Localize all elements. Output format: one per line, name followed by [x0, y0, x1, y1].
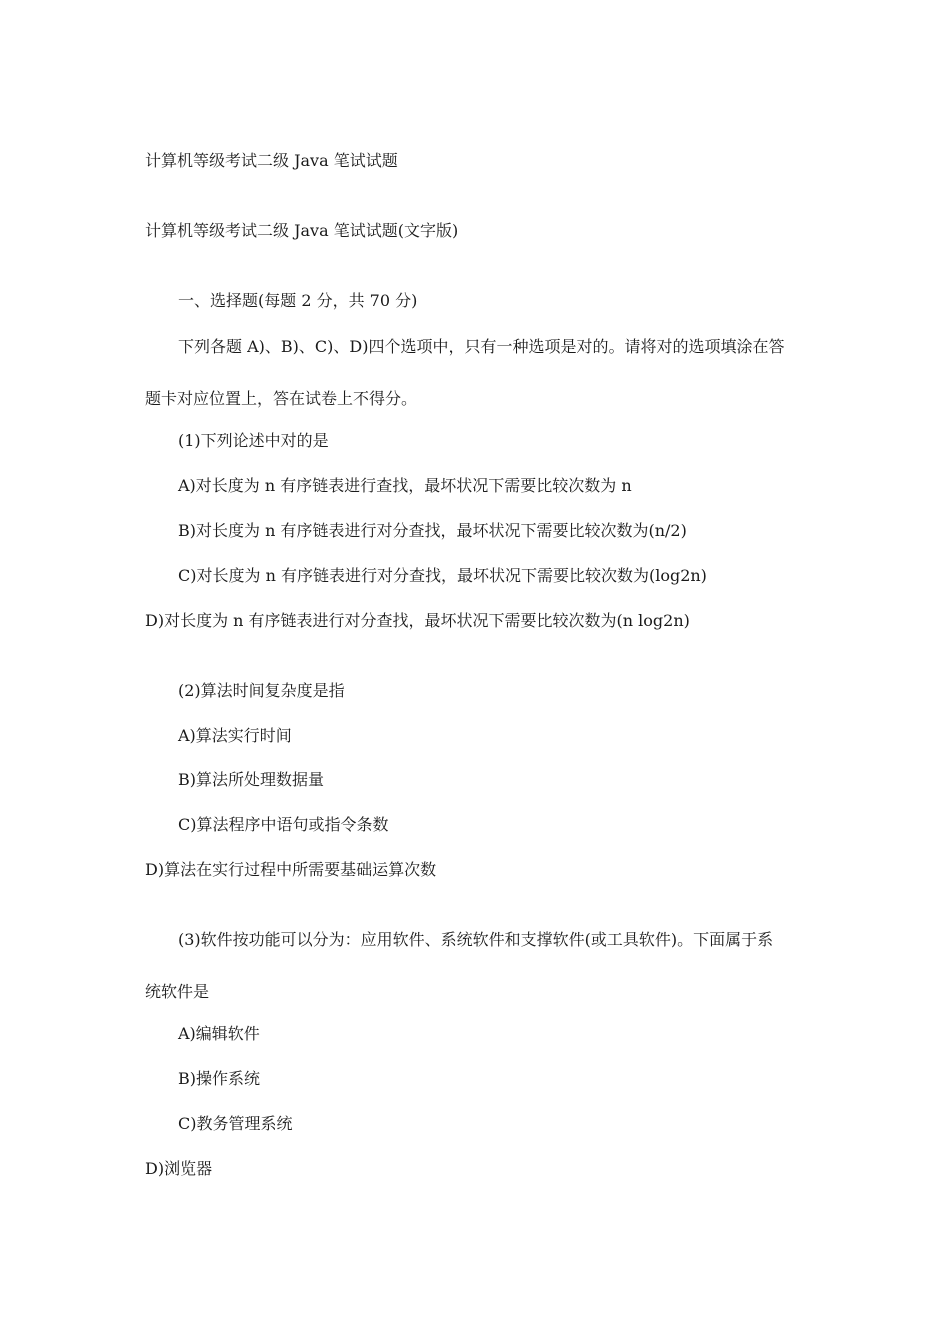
document-subtitle: 计算机等级考试二级 Java 笔试试题(文字版) — [145, 221, 459, 240]
instructions-line-1: 下列各题 A)、B)、C)、D)四个选项中，只有一种选项是对的。请将对的选项填涂在答 — [178, 337, 785, 356]
question-3-option-d: D)浏览器 — [145, 1159, 213, 1178]
question-1-option-a: A)对长度为 n 有序链表进行查找，最坏状况下需要比较次数为 n — [178, 476, 632, 495]
question-3-stem-line-2: 统软件是 — [145, 982, 210, 1001]
question-2-stem: (2)算法时间复杂度是指 — [178, 681, 345, 700]
question-3-option-b: B)操作系统 — [178, 1069, 261, 1088]
question-1-option-c: C)对长度为 n 有序链表进行对分查找，最坏状况下需要比较次数为(log2n) — [178, 566, 707, 585]
question-3-option-c: C)教务管理系统 — [178, 1114, 293, 1133]
question-2-option-c: C)算法程序中语句或指令条数 — [178, 815, 389, 834]
instructions-line-2: 题卡对应位置上，答在试卷上不得分。 — [145, 389, 418, 408]
question-1-stem: (1)下列论述中对的是 — [178, 431, 329, 450]
question-2-option-d: D)算法在实行过程中所需要基础运算次数 — [145, 860, 437, 879]
question-3-stem-line-1: (3)软件按功能可以分为：应用软件、系统软件和支撑软件(或工具软件)。下面属于系 — [178, 930, 774, 949]
question-1-option-b: B)对长度为 n 有序链表进行对分查找，最坏状况下需要比较次数为(n/2) — [178, 521, 687, 540]
document-title: 计算机等级考试二级 Java 笔试试题 — [145, 151, 398, 170]
section-heading: 一、选择题(每题 2 分，共 70 分) — [178, 291, 418, 310]
question-2-option-a: A)算法实行时间 — [178, 726, 292, 745]
question-3-option-a: A)编辑软件 — [178, 1024, 260, 1043]
question-1-option-d: D)对长度为 n 有序链表进行对分查找，最坏状况下需要比较次数为(n log2n) — [145, 611, 690, 630]
question-2-option-b: B)算法所处理数据量 — [178, 770, 325, 789]
